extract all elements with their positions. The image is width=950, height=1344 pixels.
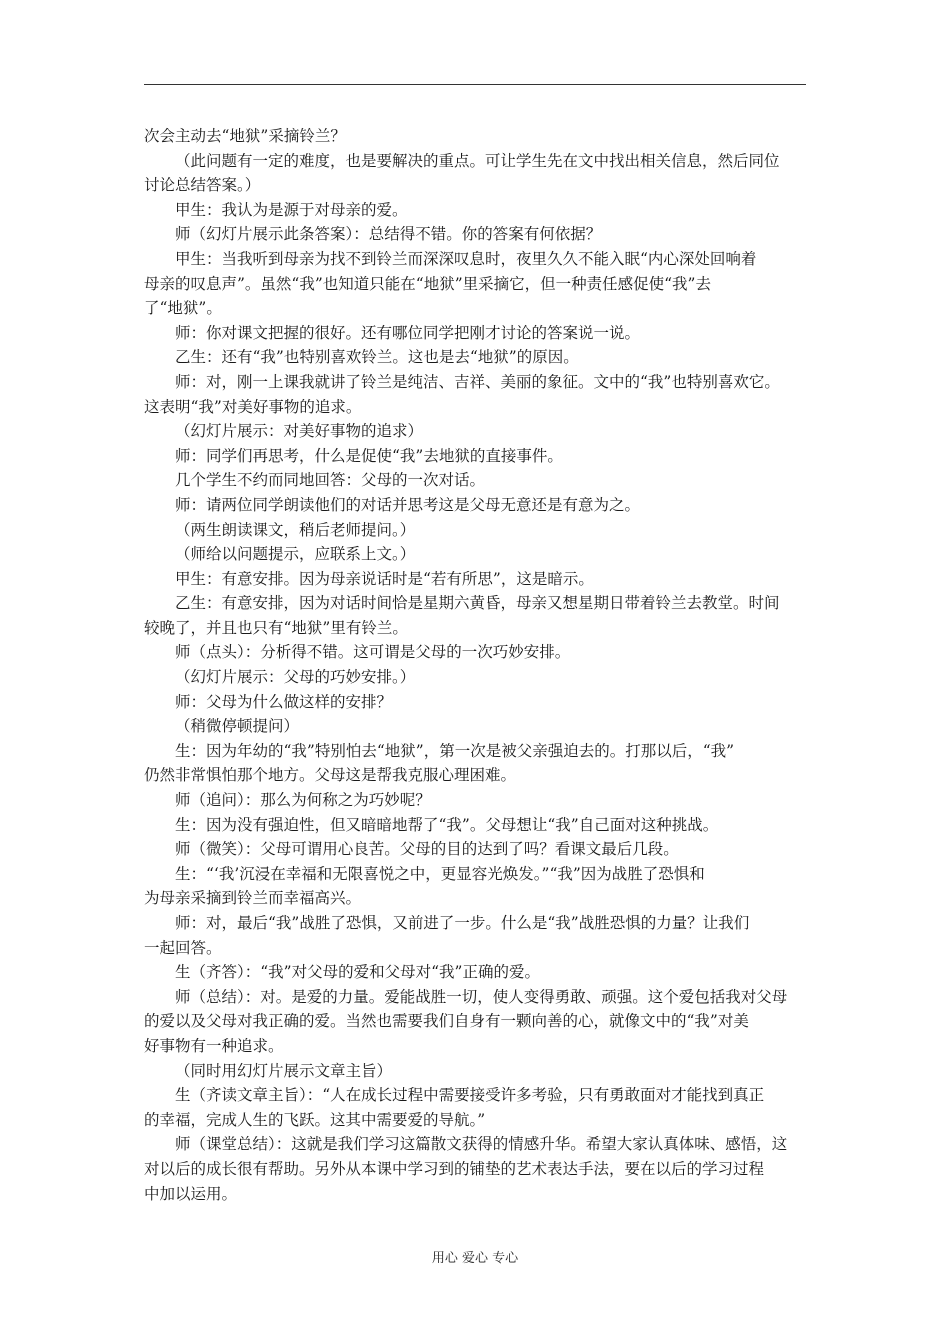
- text-line: 生（齐答）：“我”对父母的爱和父母对“我”正确的爱。: [175, 963, 540, 982]
- text-line: （稍微停顿提问）: [175, 717, 300, 736]
- text-line: 了“地狱”。: [144, 299, 222, 318]
- text-line: （师给以问题提示，应联系上文。）: [175, 545, 416, 564]
- paragraph: [144, 714, 806, 739]
- text-line: （幻灯片展示：父母的巧妙安排。）: [175, 668, 416, 687]
- text-line: 生：“‘我’沉浸在幸福和无限喜悦之中，更显容光焕发。”“我”因为战胜了恐惧和: [175, 864, 705, 883]
- text-line: 对以后的成长很有帮助。另外从本课中学习到的铺垫的艺术表达手法，要在以后的学习过程: [144, 1159, 765, 1178]
- paragraph: [144, 370, 806, 419]
- paragraph: [144, 640, 806, 665]
- paragraph: [144, 419, 806, 444]
- paragraph: [144, 1059, 806, 1084]
- paragraph: [144, 837, 806, 862]
- paragraph: [144, 321, 806, 346]
- paragraph: [144, 1083, 806, 1132]
- text-line: 甲生：有意安排。因为母亲说话时是“若有所思”，这是暗示。: [175, 569, 594, 588]
- text-line: （幻灯片展示：对美好事物的追求）: [175, 422, 424, 441]
- text-line: 生（齐读文章主旨）：“人在成长过程中需要接受许多考验，只有勇敢面对才能找到真正: [175, 1086, 765, 1105]
- text-line: 的幸福，完成人生的飞跃。这其中需要爱的导航。”: [144, 1110, 486, 1129]
- paragraph: [144, 862, 806, 911]
- paragraph: [144, 198, 806, 223]
- paragraph: [144, 739, 806, 788]
- paragraph: [144, 665, 806, 690]
- text-line: 师（幻灯片展示此条答案）：总结得不错。你的答案有何依据？: [175, 225, 602, 244]
- text-line: 这表明“我”对美好事物的追求。: [144, 397, 362, 416]
- paragraph: [144, 345, 806, 370]
- text-line: 一起回答。: [144, 938, 222, 957]
- paragraph: [144, 518, 806, 543]
- text-line: 的爱以及父母对我正确的爱。当然也需要我们自身有一颗向善的心，就像文中的“我”对美: [144, 1012, 749, 1031]
- text-line: 讨论总结答案。）: [144, 176, 261, 195]
- text-line: 师（课堂总结）：这就是我们学习这篇散文获得的情感升华。希望大家认真体味、感悟，这: [175, 1135, 788, 1154]
- text-line: 乙生：还有“我”也特别喜欢铃兰。这也是去“地狱”的原因。: [175, 348, 579, 367]
- text-line: 较晚了，并且也只有“地狱”里有铃兰。: [144, 618, 408, 637]
- paragraph: [144, 591, 806, 640]
- paragraph: [144, 247, 806, 321]
- text-line: 甲生：当我听到母亲为找不到铃兰而深深叹息时，夜里久久不能入眠“内心深处回响着: [175, 249, 757, 268]
- paragraph: [144, 542, 806, 567]
- paragraph: [144, 960, 806, 985]
- text-line: 师（总结）：对。是爱的力量。爱能战胜一切，使人变得勇敢、顽强。这个爱包括我对父母: [175, 987, 788, 1006]
- paragraph: [144, 567, 806, 592]
- paragraph: [144, 690, 806, 715]
- paragraph: [144, 1132, 806, 1206]
- text-line: 师：你对课文把握的很好。还有哪位同学把刚才讨论的答案说一说。: [175, 323, 641, 342]
- text-line: 生：因为年幼的“我”特别怕去“地狱”，第一次是被父亲强迫去的。打那以后，“我”: [175, 741, 735, 760]
- paragraph: [144, 468, 806, 493]
- paragraph: [144, 149, 806, 198]
- paragraph: [144, 222, 806, 247]
- paragraph: [144, 985, 806, 1059]
- text-line: （此问题有一定的难度，也是要解决的重点。可让学生先在文中找出相关信息，然后同位: [175, 151, 780, 170]
- page-footer: 用心 爱心 专心: [431, 1251, 519, 1266]
- text-line: 师：对，最后“我”战胜了恐惧，又前进了一步。什么是“我”战胜恐惧的力量？让我们: [175, 914, 750, 932]
- text-line: 师（微笑）：父母可谓用心良苦。父母的目的达到了吗？看课文最后几段。: [175, 840, 679, 859]
- text-line: （同时用幻灯片展示文章主旨）: [175, 1061, 393, 1080]
- text-line: 师：请两位同学朗读他们的对话并思考这是父母无意还是有意为之。: [175, 495, 641, 514]
- header-rule: [144, 84, 806, 85]
- text-line: 母亲的叹息声”。虽然“我”也知道只能在“地狱”里采摘它，但一种责任感促使“我”去: [144, 274, 711, 293]
- text-line: 中加以运用。: [144, 1184, 238, 1203]
- paragraph: [144, 788, 806, 813]
- paragraph: [144, 124, 806, 149]
- text-line: 次会主动去“地狱”采摘铃兰？: [144, 127, 346, 145]
- paragraph: [144, 911, 806, 960]
- text-line: 师：同学们再思考，什么是促使“我”去地狱的直接事件。: [175, 446, 563, 465]
- paragraph: [144, 813, 806, 838]
- text-line: 几个学生不约而同地回答：父母的一次对话。: [175, 471, 486, 490]
- text-line: 师（追问）：那么为何称之为巧妙呢？: [175, 791, 431, 810]
- text-line: 师（点头）：分析得不错。这可谓是父母的一次巧妙安排。: [175, 643, 571, 662]
- text-line: 好事物有一种追求。: [144, 1036, 284, 1055]
- text-line: 乙生：有意安排，因为对话时间恰是星期六黄昏，母亲又想星期日带着铃兰去教堂。时间: [175, 594, 780, 613]
- text-line: （两生朗读课文，稍后老师提问。）: [175, 520, 416, 539]
- text-line: 为母亲采摘到铃兰而幸福高兴。: [144, 889, 362, 908]
- text-line: 仍然非常惧怕那个地方。父母这是帮我克服心理困难。: [144, 766, 517, 785]
- text-line: 甲生：我认为是源于对母亲的爱。: [175, 200, 408, 219]
- text-line: 师：父母为什么做这样的安排？: [175, 692, 393, 711]
- document-body: [144, 124, 806, 1206]
- text-line: 师：对，刚一上课我就讲了铃兰是纯洁、吉祥、美丽的象征。文中的“我”也特别喜欢它。: [175, 372, 780, 391]
- paragraph: [144, 493, 806, 518]
- paragraph: [144, 444, 806, 469]
- text-line: 生：因为没有强迫性，但又暗暗地帮了“我”。父母想让“我”自己面对这种挑战。: [175, 815, 719, 834]
